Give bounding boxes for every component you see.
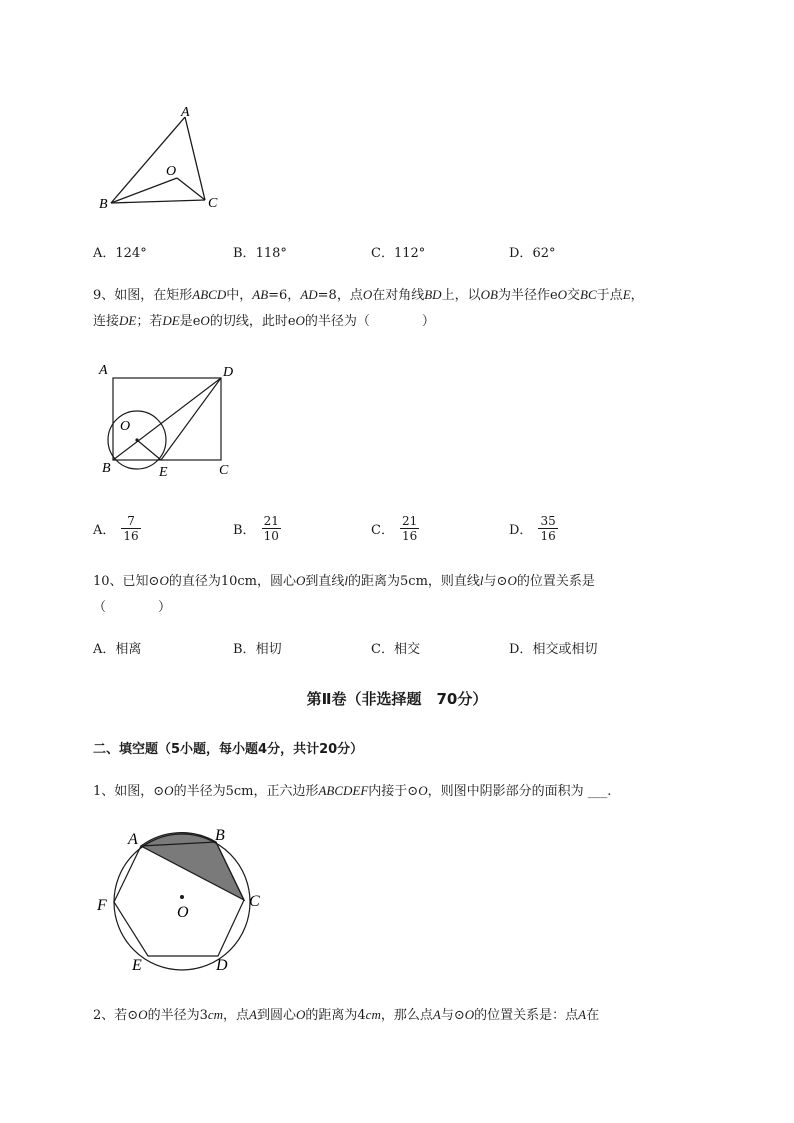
q9-segment-de bbox=[161, 378, 221, 460]
q9-rectangle-figure bbox=[95, 358, 245, 483]
q8-edge-bc bbox=[111, 200, 205, 203]
q8-triangle-figure bbox=[95, 100, 225, 215]
fill1-hexagon-figure bbox=[92, 824, 272, 976]
q8-label-a: A bbox=[181, 105, 190, 120]
q8-label-o: O bbox=[166, 164, 177, 179]
q10-stem-line1: 10、已知⊙O的直径为10cm，圆心O到直线l的距离为5cm，则直线l与⊙O的位置关系是 bbox=[93, 573, 595, 589]
q9-segment-oe bbox=[137, 440, 161, 460]
q8-option-c: C．112° bbox=[371, 246, 426, 261]
q9-option-a: A． $\frac{7}{16}$ bbox=[93, 514, 139, 543]
q9-stem-line2: 连接DE；若DE是eO的切线，此时eO的半径为（ ） bbox=[93, 313, 435, 329]
q9-label-d: D bbox=[223, 365, 234, 380]
q9-label-e: E bbox=[159, 465, 168, 480]
fill1-label-c: C bbox=[249, 893, 260, 910]
fill1-label-a: A bbox=[128, 831, 138, 848]
q10-option-d: D．相交或相切 bbox=[509, 642, 598, 657]
fill1-label-f: F bbox=[97, 897, 107, 914]
q10-stem-line2: （ ） bbox=[93, 600, 172, 615]
q9-label-c: C bbox=[219, 463, 229, 478]
q9-center-dot bbox=[135, 438, 138, 441]
q10-option-a: A．相离 bbox=[93, 642, 142, 657]
q8-label-c: C bbox=[208, 196, 218, 211]
q10-option-b: B．相切 bbox=[233, 642, 282, 657]
section-title: 第Ⅱ卷（非选择题 70分） bbox=[306, 690, 488, 708]
q10-option-c: C．相交 bbox=[371, 642, 420, 657]
fill1-label-b: B bbox=[215, 827, 225, 844]
q8-edge-ab bbox=[111, 117, 185, 203]
fill1-label-o: O bbox=[177, 904, 189, 921]
q9-option-c: C． $\frac{21}{16}$ bbox=[371, 514, 418, 543]
fill1-label-d: D bbox=[216, 957, 228, 974]
q9-option-b: B． $\frac{21}{10}$ bbox=[233, 514, 279, 543]
q9-option-d: D． $\frac{35}{16}$ bbox=[509, 514, 556, 543]
q9-label-b: B bbox=[102, 461, 111, 476]
fill1-label-e: E bbox=[132, 957, 142, 974]
q9-label-a: A bbox=[99, 363, 108, 378]
q8-edge-ac bbox=[185, 117, 205, 200]
fill1-stem: 1、如图，⊙O的半径为5cm，正六边形ABCDEF内接于⊙O，则图中阴影部分的面积为 ___. bbox=[93, 783, 612, 799]
fill2-stem: 2、若⊙O的半径为3cm，点A到圆心O的距离为4cm，那么点A与⊙O的位置关系是：点A在 bbox=[93, 1007, 600, 1023]
q8-option-b: B．118° bbox=[233, 246, 287, 261]
q8-option-a: A．124° bbox=[93, 246, 147, 261]
q8-option-d: D．62° bbox=[509, 246, 556, 261]
q9-stem-line1: 9、如图，在矩形ABCD中，AB=6，AD=8，点O在对角线BD上，以OB为半径作eO交BC于点E， bbox=[93, 287, 644, 303]
fill1-center-dot bbox=[180, 895, 184, 899]
q9-label-o: O bbox=[120, 419, 131, 434]
section-subtitle: 二、填空题（5小题，每小题4分，共计20分） bbox=[93, 742, 364, 757]
q8-label-b: B bbox=[99, 197, 108, 212]
